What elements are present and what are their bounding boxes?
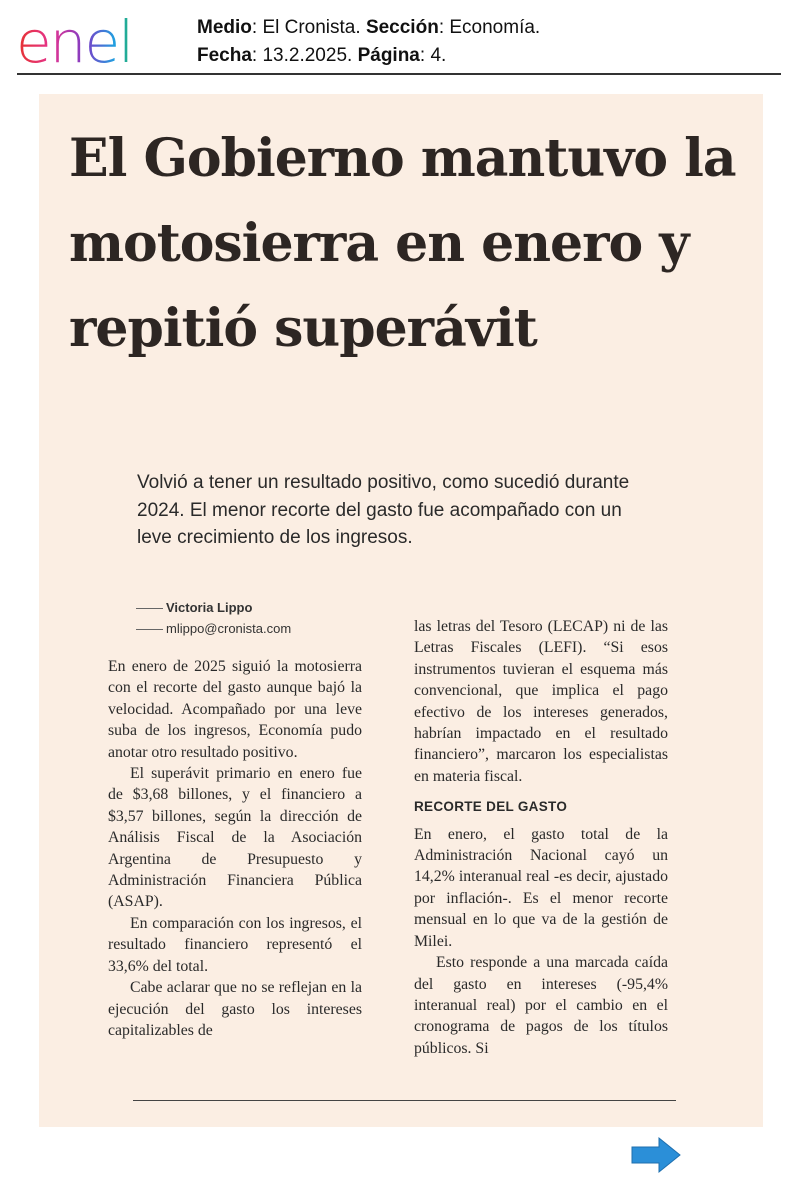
medio-label: Medio [197,17,252,38]
header-divider [17,73,781,75]
newspaper-clipping [39,94,763,1127]
fecha-label: Fecha [197,45,252,66]
arrow-right-icon[interactable] [630,1136,682,1174]
article-headline: El Gobierno mantuvo la motosierra en enero y repitió superávit [69,128,736,359]
medio-line: Medio: El Cronista. Sección: Economía. [197,17,541,38]
article-column-right [414,616,668,1059]
body-paragraph: En enero, el gasto total de la Administración Nacional cayó un 14,2% interanual real -es decir, ajustado por inflación-. Es el menor recorte mensual en lo que va de la gestión de Milei. [414,825,668,950]
enel-logo [16,8,171,70]
body-paragraph: Cabe aclarar que no se reflejan en la ejecución del gasto los intereses capitalizables de [108,979,362,1039]
email-line [136,618,291,639]
author-name: Victoria Lippo [166,600,253,615]
fecha-value: 13.2.2025 [262,45,348,66]
pagina-value: 4 [430,45,442,66]
pagina-label: Página [357,45,420,66]
article-deck: Volvió a tener un resultado positivo, como sucedió durante 2024. El menor recorte del gasto fue acompañado con un leve crecimiento de los ingresos. [137,472,630,548]
body-paragraph: El superávit primario en enero fue de $3,68 billones, y el financiero a $3,57 billones, según la dirección de Análisis Fiscal de la Asociación Argentina de Presupuesto y Administración Financiera Pública (ASAP). [108,765,362,911]
author-line [136,597,291,618]
body-paragraph: En comparación con los ingresos, el resultado financiero representó el 33,6% del total. [108,914,362,975]
medio-value: El Cronista [262,17,356,38]
article-bottom-rule [133,1100,676,1101]
byline [136,597,291,639]
body-paragraph: En enero de 2025 siguió la motosierra con el recorte del gasto aunque bajó la velocidad. Acompañado por una leve suba de los ingresos, Economía pudo anotar otro resultado positivo. [108,658,362,761]
seccion-label: Sección [365,17,439,38]
section-subheading: RECORTE DEL GASTO [414,799,568,815]
body-paragraph: las letras del Tesoro (LECAP) ni de las Letras Fiscales (LEFI). “Si esos instrumentos tuvieran el esquema más convencional, que implica el pago efectivo de los intereses generados, habrían impactado en el resultado financiero”, marcaron los especialistas en materia fiscal. [414,618,668,785]
seccion-value: Economía [449,17,535,38]
svg-text:enel: enel [16,8,133,70]
body-paragraph: Esto responde a una marcada caída del gasto en intereses (-95,4% interanual real) por el cambio en el cronograma de pagos de los títulos públicos. Si [414,954,668,1057]
author-email: mlippo@cronista.com [166,621,292,636]
document-metadata [197,14,540,70]
article-column-left [108,656,362,1041]
fecha-line: Fecha: 13.2.2025. Página: 4. [197,45,447,66]
